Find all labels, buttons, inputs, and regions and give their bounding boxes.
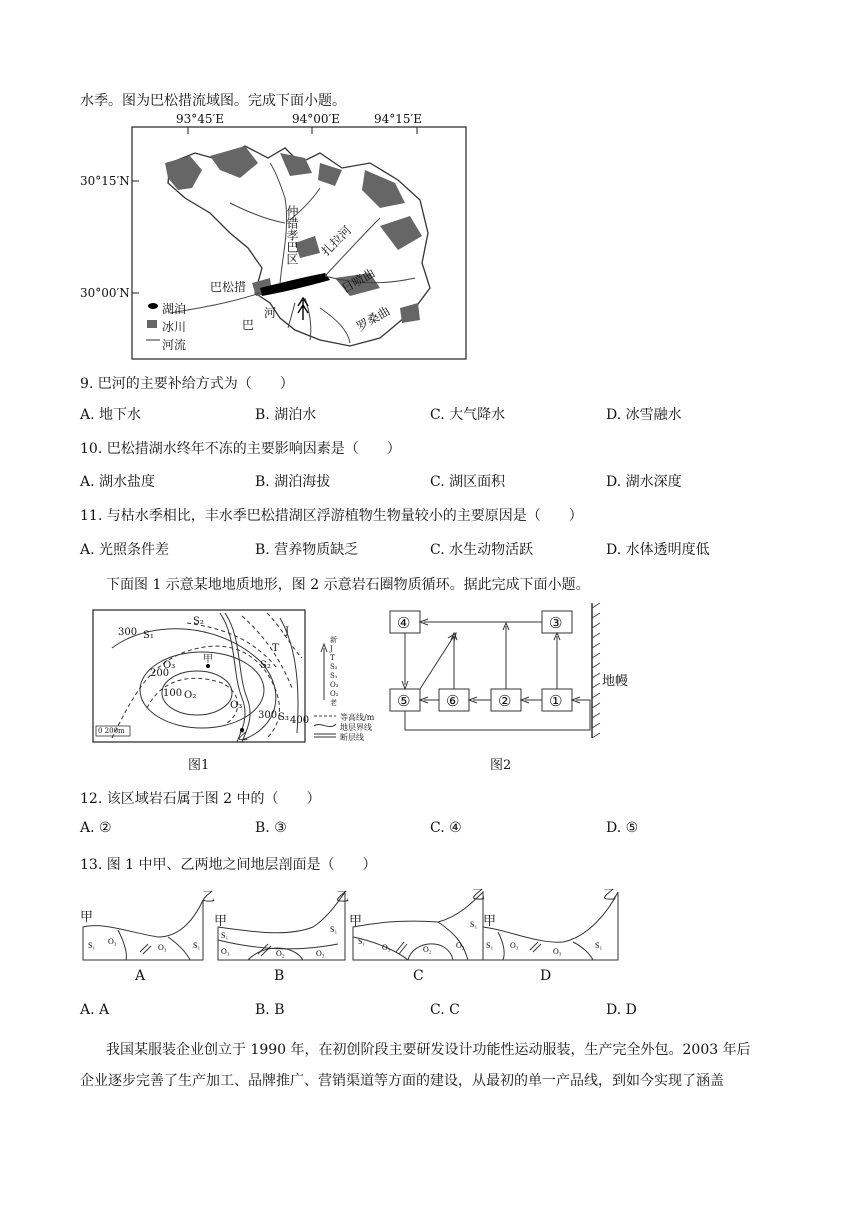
svg-text:S₁: S₁: [486, 941, 494, 950]
stratum-label: S₁: [143, 630, 154, 641]
q9-option-a[interactable]: A. 地下水: [80, 407, 142, 423]
legend-lake: 湖泊: [162, 302, 187, 316]
q12-option-b[interactable]: B. ③: [255, 820, 287, 836]
profile-d: [483, 892, 618, 960]
lon-label: 93°45′E: [176, 112, 225, 126]
contour-label: 300: [258, 710, 278, 721]
svg-text:O₃: O₃: [456, 941, 465, 950]
rock-box-3: ③: [549, 614, 563, 632]
profile-b: [218, 892, 345, 960]
contour-label: 200: [150, 668, 170, 679]
rock-box-6: ⑥: [446, 692, 460, 710]
stratum-label: O₃: [230, 700, 243, 711]
q11-option-a[interactable]: A. 光照条件差: [80, 542, 170, 558]
stratum-label: T: [272, 643, 279, 654]
river-label: 日喷曲: [339, 265, 378, 296]
question-13: 13. 图 1 中甲、乙两地之间地层剖面是（ ）: [80, 857, 377, 873]
point-yi-label: 乙: [238, 732, 248, 743]
q10-option-c[interactable]: C. 湖区面积: [430, 474, 506, 490]
stratum-label: S₂: [193, 616, 204, 627]
geology-intro: 下面图 1 示意某地地质地形，图 2 示意岩石圈物质循环。据此完成下面小题。: [106, 577, 590, 593]
question-12: 12. 该区域岩石属于图 2 中的（ ）: [80, 791, 321, 807]
q11-option-b[interactable]: B. 营养物质缺乏: [255, 542, 359, 558]
q11-option-d[interactable]: D. 水体透明度低: [606, 542, 710, 558]
rock-box-4: ④: [397, 614, 411, 632]
contour-label: 100: [163, 688, 183, 699]
q9-option-c[interactable]: C. 大气降水: [430, 407, 506, 423]
legend-contour: 等高线/m: [340, 713, 375, 722]
river-label: 巴: [242, 318, 255, 332]
q12-option-c[interactable]: C. ④: [430, 820, 462, 836]
legend-strata-order: 新 J T S₂ S₁ O₃ O₂ 老: [330, 636, 339, 707]
stratum-label: J: [285, 626, 290, 637]
profile-a: [83, 900, 203, 960]
profile-label-b: B: [274, 968, 285, 984]
river-label: 扎拉河: [318, 223, 355, 259]
svg-text:O₃: O₃: [510, 941, 519, 950]
figure-1-caption: 图1: [188, 758, 210, 773]
stratum-label: O₃: [163, 660, 176, 671]
svg-text:O₃: O₃: [221, 947, 230, 956]
intro-text: 水季。图为巴松措流域图。完成下面小题。: [80, 93, 346, 109]
svg-text:S₁: S₁: [221, 931, 229, 940]
svg-text:O₂: O₂: [276, 949, 285, 958]
region-label: 仲错孝巴区: [285, 205, 299, 265]
profile-label-d: D: [540, 968, 552, 984]
svg-text:S₁: S₁: [330, 925, 338, 934]
q13-option-d[interactable]: D. D: [606, 1002, 637, 1018]
lake-label: 巴松措: [210, 280, 247, 294]
svg-text:O₃: O₃: [316, 949, 325, 958]
svg-text:O₃: O₃: [553, 947, 562, 956]
profile-label-c: C: [413, 968, 424, 984]
svg-text:S₁: S₁: [88, 941, 96, 950]
q13-option-c[interactable]: C. C: [430, 1002, 460, 1018]
svg-text:S₁: S₁: [595, 941, 603, 950]
lat-label: 30°00′N: [80, 286, 130, 300]
svg-text:O₃: O₃: [382, 943, 391, 952]
svg-text:O₃: O₃: [158, 943, 167, 952]
rock-box-1: ①: [549, 692, 563, 710]
mantle-label: 地幔: [602, 674, 629, 689]
q9-option-d[interactable]: D. 冰雪融水: [606, 407, 682, 423]
passage-line: 我国某服装企业创立于 1990 年，在初创阶段主要研发设计功能性运动服装，生产完全外包。2003 年后: [106, 1042, 751, 1058]
legend-fault: 断层线: [340, 733, 364, 742]
profile-c: [353, 892, 483, 960]
q10-option-a[interactable]: A. 湖水盐度: [80, 474, 156, 490]
q9-option-b[interactable]: B. 湖泊水: [255, 407, 317, 423]
contour-label: 300: [118, 627, 138, 638]
lat-label: 30°15′N: [80, 174, 130, 188]
question-10: 10. 巴松措湖水终年不冻的主要影响因素是（ ）: [80, 441, 401, 457]
q11-option-c[interactable]: C. 水生动物活跃: [430, 542, 534, 558]
svg-text:O₂: O₂: [423, 945, 432, 954]
stratum-label: S₃: [278, 712, 289, 723]
stratum-label: O₂: [184, 690, 197, 701]
legend-glacier: 冰川: [162, 320, 187, 334]
svg-text:S₁: S₁: [470, 920, 478, 929]
q12-option-a[interactable]: A. ②: [80, 820, 112, 836]
svg-text:S₁: S₁: [193, 941, 201, 950]
svg-text:O₃: O₃: [108, 937, 117, 946]
river-label: 罗桑曲: [354, 303, 393, 334]
figure-2-caption: 图2: [490, 758, 512, 773]
basin-map: [80, 108, 480, 363]
question-9: 9. 巴河的主要补给方式为（ ）: [80, 376, 294, 392]
rock-box-2: ②: [498, 692, 512, 710]
q12-option-d[interactable]: D. ⑤: [606, 820, 639, 836]
river-label: 河: [264, 306, 277, 320]
passage-line: 企业逐步完善了生产加工、品牌推广、营销渠道等方面的建设，从最初的单一产品线，到如今实现了涵盖: [80, 1073, 724, 1089]
figure-2-rock-cycle: [380, 603, 620, 743]
q13-option-b[interactable]: B. B: [255, 1002, 285, 1018]
legend-stratum-boundary: 地层界线: [340, 723, 372, 732]
question-11: 11. 与枯水季相比，丰水季巴松措湖区浮游植物生物量较小的主要原因是（ ）: [80, 508, 583, 524]
q13-option-a[interactable]: A. A: [80, 1002, 110, 1018]
contour-label: 400: [290, 715, 310, 726]
profile-label-a: A: [135, 968, 146, 984]
stratum-label: S₂: [260, 660, 271, 671]
q10-option-d[interactable]: D. 湖水深度: [606, 474, 682, 490]
svg-text:S₁: S₁: [358, 937, 366, 946]
point-jia-label: 甲: [203, 654, 213, 665]
lon-label: 94°15′E: [374, 112, 423, 126]
legend-river: 河流: [162, 338, 187, 352]
rock-box-5: ⑤: [397, 692, 411, 710]
lon-label: 94°00′E: [292, 112, 341, 126]
scale-bar-label: 0 200m: [98, 727, 125, 735]
q10-option-b[interactable]: B. 湖泊海拔: [255, 474, 331, 490]
